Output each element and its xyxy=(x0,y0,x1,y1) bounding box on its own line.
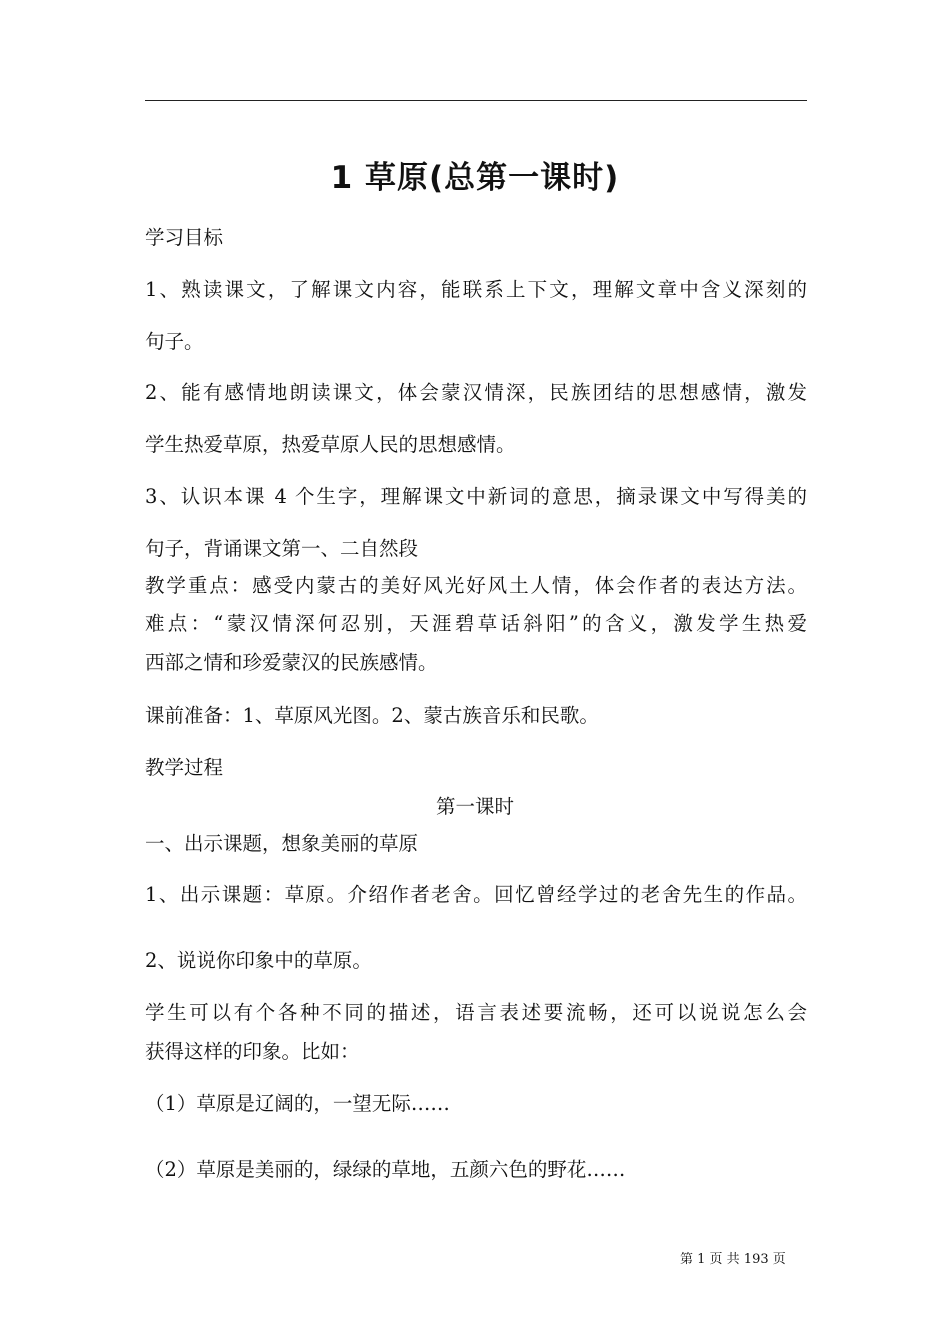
student-description: 学生可以有个各种不同的描述，语言表述要流畅，还可以说说怎么会 xyxy=(145,1001,807,1024)
objective-3: 3、认识本课 4 个生字，理解课文中新词的意思，摘录课文中写得美的 xyxy=(145,485,807,508)
section-heading-process: 教学过程 xyxy=(145,756,224,779)
page-title: 1 草原(总第一课时) xyxy=(330,160,620,196)
step-1-item-1: 1、出示课题：草原。介绍作者老舍。回忆曾经学过的老舍先生的作品。 xyxy=(145,883,807,906)
objective-1-cont: 句子。 xyxy=(145,330,204,353)
objective-1: 1、熟读课文，了解课文内容，能联系上下文，理解文章中含义深刻的 xyxy=(145,278,807,301)
example-1: （1）草原是辽阔的，一望无际…… xyxy=(145,1092,450,1115)
difficulty-cont: 西部之情和珍爱蒙汉的民族感情。 xyxy=(145,651,438,674)
header-rule xyxy=(145,100,807,101)
student-description-cont: 获得这样的印象。比如： xyxy=(145,1040,360,1063)
step-1-heading: 一、出示课题，想象美丽的草原 xyxy=(145,832,419,855)
teaching-focus: 教学重点：感受内蒙古的美好风光好风土人情，体会作者的表达方法。 xyxy=(145,574,807,597)
preparation: 课前准备：1、草原风光图。2、蒙古族音乐和民歌。 xyxy=(145,704,599,727)
objective-3-cont: 句子，背诵课文第一、二自然段 xyxy=(145,537,419,560)
objective-2-cont: 学生热爱草原，热爱草原人民的思想感情。 xyxy=(145,433,516,456)
difficulty: 难点：“蒙汉情深何忍别，天涯碧草话斜阳”的含义，激发学生热爱 xyxy=(145,612,807,635)
page-number: 第 1 页 共 193 页 xyxy=(680,1252,786,1267)
lesson-period-heading: 第一课时 xyxy=(435,795,514,818)
example-2: （2）草原是美丽的，绿绿的草地，五颜六色的野花…… xyxy=(145,1158,626,1181)
section-heading-objectives: 学习目标 xyxy=(145,226,224,249)
step-1-item-2: 2、说说你印象中的草原。 xyxy=(145,949,372,972)
objective-2: 2、能有感情地朗读课文，体会蒙汉情深，民族团结的思想感情，激发 xyxy=(145,381,807,404)
